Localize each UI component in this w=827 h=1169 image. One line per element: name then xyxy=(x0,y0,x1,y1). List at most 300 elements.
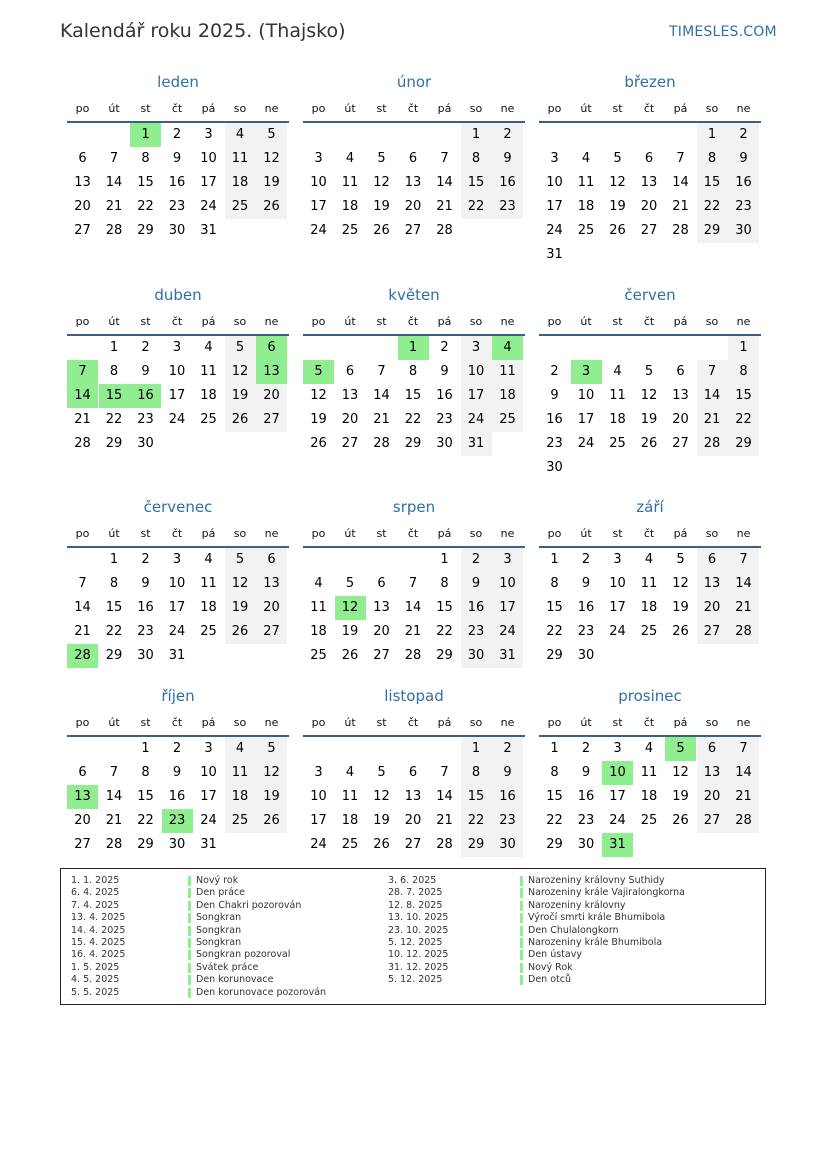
weekday-label: po xyxy=(547,315,562,328)
day-cell: 11 xyxy=(310,600,327,615)
day-cell: 25 xyxy=(577,223,595,238)
day-cell: 5 xyxy=(377,765,386,780)
weekday-label: čt xyxy=(171,527,183,540)
day-cell: 9 xyxy=(728,147,759,171)
legend-holiday-name: Den otců xyxy=(520,974,685,986)
day-cell: 14 xyxy=(404,600,422,615)
day-cell: 16 xyxy=(546,412,563,427)
weekday-label: út xyxy=(580,102,592,115)
day-cell: 27 xyxy=(74,223,91,238)
day-cell: 21 xyxy=(105,199,123,214)
day-cell: 2 xyxy=(172,741,182,756)
legend-date: 13. 4. 2025 xyxy=(71,912,126,924)
weekday-label: so xyxy=(233,527,247,540)
day-cell: 6 xyxy=(697,548,728,572)
day-cell: 19 xyxy=(225,596,256,620)
day-cell: 18 xyxy=(640,600,658,615)
day-cell: 8 xyxy=(109,576,119,591)
day-cell: 14 xyxy=(436,789,453,804)
day-cell: 2 xyxy=(492,123,523,147)
day-cell: 9 xyxy=(550,388,559,403)
day-cell: 19 xyxy=(373,199,390,214)
weekday-label: út xyxy=(580,716,592,729)
legend-date: 15. 4. 2025 xyxy=(71,936,126,948)
day-cell: 25 xyxy=(200,624,217,639)
day-cell: 8 xyxy=(141,765,150,780)
weekday-label: út xyxy=(108,527,120,540)
day-cell: 26 xyxy=(341,648,359,663)
day-cell: 10 xyxy=(310,789,327,804)
legend-holiday-name: Den práce xyxy=(188,887,326,899)
holiday-day-cell: 14 xyxy=(67,384,98,408)
day-cell: 19 xyxy=(609,199,626,214)
day-cell: 19 xyxy=(256,171,287,195)
day-cell: 21 xyxy=(728,596,759,620)
weekday-label: st xyxy=(376,716,387,729)
day-cell: 4 xyxy=(204,552,213,567)
day-cell: 11 xyxy=(492,360,523,384)
legend-holiday-name: Narozeniny krále Vajiralongkorna xyxy=(520,887,685,899)
day-cell: 23 xyxy=(492,195,523,219)
day-cell: 9 xyxy=(172,151,182,166)
day-cell: 21 xyxy=(74,412,91,427)
day-cell: 16 xyxy=(492,785,523,809)
weekday-label: po xyxy=(311,315,326,328)
legend-holiday-name: Narozeniny královny Suthidy xyxy=(520,875,685,887)
weekday-label: so xyxy=(469,716,483,729)
day-cell: 20 xyxy=(74,813,91,828)
weekday-label: čt xyxy=(643,716,655,729)
day-cell: 11 xyxy=(341,175,359,190)
holiday-day-cell: 16 xyxy=(130,384,161,408)
legend-date: 16. 4. 2025 xyxy=(71,949,126,961)
weekday-label: so xyxy=(705,716,719,729)
day-cell: 15 xyxy=(105,600,123,615)
day-cell: 26 xyxy=(640,436,658,451)
day-cell: 27 xyxy=(256,408,287,432)
month-name: prosinec xyxy=(618,687,682,705)
day-cell: 28 xyxy=(728,809,759,833)
day-cell: 16 xyxy=(728,171,759,195)
day-cell: 22 xyxy=(461,809,492,833)
day-cell: 16 xyxy=(577,600,595,615)
day-cell: 27 xyxy=(373,648,390,663)
weekday-label: st xyxy=(140,102,151,115)
month-name: květen xyxy=(388,286,440,304)
day-cell: 31 xyxy=(168,648,186,663)
weekday-header xyxy=(303,102,525,120)
day-cell: 27 xyxy=(404,837,422,852)
day-cell: 26 xyxy=(672,624,689,639)
day-cell: 24 xyxy=(168,624,186,639)
legend-names-column-2 xyxy=(520,875,685,987)
day-cell: 30 xyxy=(436,436,453,451)
weekday-label: ne xyxy=(500,527,515,540)
day-cell: 2 xyxy=(461,548,492,572)
day-cell: 7 xyxy=(109,765,119,780)
holiday-day-cell: 12 xyxy=(335,596,366,620)
weekday-label: st xyxy=(612,527,623,540)
day-cell: 2 xyxy=(172,127,182,142)
day-cell: 20 xyxy=(74,199,91,214)
weekday-label: po xyxy=(311,102,326,115)
month-name: leden xyxy=(157,73,199,91)
day-cell: 5 xyxy=(345,576,355,591)
day-cell: 9 xyxy=(141,364,150,379)
day-cell: 18 xyxy=(609,412,626,427)
weekday-label: ne xyxy=(500,315,515,328)
legend-date: 6. 4. 2025 xyxy=(71,887,120,899)
weekday-label: so xyxy=(705,527,719,540)
day-cell: 27 xyxy=(697,809,728,833)
legend-holiday-name: Den Chakri pozorován xyxy=(188,900,326,912)
day-cell: 27 xyxy=(640,223,658,238)
day-cell: 15 xyxy=(436,600,453,615)
weekday-label: st xyxy=(612,716,623,729)
day-cell: 5 xyxy=(676,552,685,567)
holiday-day-cell: 7 xyxy=(67,360,98,384)
legend-date: 13. 10. 2025 xyxy=(388,912,449,924)
day-cell: 26 xyxy=(672,813,689,828)
day-cell: 23 xyxy=(137,412,154,427)
legend-date: 7. 4. 2025 xyxy=(71,899,120,911)
weekday-label: so xyxy=(705,102,719,115)
day-cell: 2 xyxy=(492,737,523,761)
day-cell: 25 xyxy=(640,813,658,828)
day-cell: 3 xyxy=(613,552,622,567)
weekday-header xyxy=(303,527,525,545)
weekday-label: pá xyxy=(437,315,452,328)
day-cell: 24 xyxy=(609,813,626,828)
day-cell: 14 xyxy=(697,384,728,408)
day-cell: 11 xyxy=(640,765,658,780)
month-name: červenec xyxy=(143,498,213,516)
weekday-label: čt xyxy=(643,102,655,115)
day-cell: 3 xyxy=(204,127,213,142)
day-cell: 18 xyxy=(225,171,256,195)
legend-date: 5. 5. 2025 xyxy=(71,986,120,998)
day-cell: 6 xyxy=(78,151,87,166)
day-cell: 2 xyxy=(141,552,150,567)
day-cell: 13 xyxy=(74,175,91,190)
day-cell: 15 xyxy=(137,175,154,190)
day-cell: 4 xyxy=(314,576,323,591)
weekday-label: čt xyxy=(407,716,419,729)
day-cell: 3 xyxy=(204,741,213,756)
legend-date: 12. 8. 2025 xyxy=(388,899,443,911)
month-name: březen xyxy=(624,73,676,91)
day-cell: 22 xyxy=(137,199,154,214)
day-cell: 30 xyxy=(728,219,759,243)
weekday-label: so xyxy=(469,102,483,115)
day-cell: 18 xyxy=(577,199,595,214)
day-cell: 15 xyxy=(546,789,563,804)
weekday-label: po xyxy=(547,527,562,540)
day-cell: 12 xyxy=(225,360,256,384)
day-cell: 15 xyxy=(461,785,492,809)
weekday-label: st xyxy=(376,315,387,328)
day-cell: 25 xyxy=(225,809,256,833)
weekday-header xyxy=(67,102,289,120)
day-cell: 23 xyxy=(168,199,186,214)
day-cell: 20 xyxy=(404,813,422,828)
day-cell: 29 xyxy=(697,219,728,243)
weekday-label: st xyxy=(376,102,387,115)
day-cell: 8 xyxy=(461,147,492,171)
day-cell: 26 xyxy=(373,223,390,238)
legend-holiday-name: Nový Rok xyxy=(520,962,685,974)
day-cell: 2 xyxy=(581,741,591,756)
legend-holiday-name: Den korunovace xyxy=(188,974,326,986)
day-cell: 18 xyxy=(341,199,359,214)
weekday-label: ne xyxy=(264,315,279,328)
day-cell: 19 xyxy=(373,813,390,828)
day-cell: 29 xyxy=(404,436,422,451)
day-cell: 17 xyxy=(546,199,563,214)
day-cell: 17 xyxy=(168,388,186,403)
day-cell: 7 xyxy=(78,576,87,591)
day-cell: 25 xyxy=(492,408,523,432)
day-cell: 11 xyxy=(225,147,256,171)
day-cell: 12 xyxy=(373,175,390,190)
day-cell: 23 xyxy=(577,813,595,828)
day-cell: 23 xyxy=(137,624,154,639)
weekday-label: út xyxy=(344,315,356,328)
weekday-label: so xyxy=(469,315,483,328)
weekday-label: ne xyxy=(500,102,515,115)
weekday-label: so xyxy=(233,716,247,729)
day-cell: 3 xyxy=(613,741,622,756)
legend-date: 23. 10. 2025 xyxy=(388,924,449,936)
day-cell: 28 xyxy=(74,436,91,451)
day-cell: 18 xyxy=(200,600,217,615)
holiday-day-cell: 1 xyxy=(398,336,429,360)
holiday-day-cell: 23 xyxy=(162,809,193,833)
day-cell: 28 xyxy=(672,223,689,238)
day-cell: 26 xyxy=(310,436,327,451)
day-cell: 13 xyxy=(341,388,359,403)
day-cell: 19 xyxy=(310,412,327,427)
weekday-label: pá xyxy=(673,527,688,540)
day-cell: 4 xyxy=(613,364,622,379)
day-cell: 11 xyxy=(341,789,359,804)
day-cell: 20 xyxy=(341,412,359,427)
day-cell: 13 xyxy=(404,175,422,190)
day-cell: 15 xyxy=(697,171,728,195)
day-cell: 27 xyxy=(697,620,728,644)
day-cell: 11 xyxy=(200,364,217,379)
legend-holiday-name: Narozeniny královny xyxy=(520,900,685,912)
day-cell: 20 xyxy=(640,199,658,214)
day-cell: 22 xyxy=(461,195,492,219)
day-cell: 20 xyxy=(697,596,728,620)
weekday-label: čt xyxy=(171,102,183,115)
day-cell: 19 xyxy=(672,789,689,804)
weekday-label: pá xyxy=(201,716,216,729)
weekday-header xyxy=(67,716,289,734)
day-cell: 4 xyxy=(644,552,654,567)
day-cell: 31 xyxy=(200,223,217,238)
day-cell: 9 xyxy=(581,765,591,780)
legend-date: 1. 1. 2025 xyxy=(71,875,120,886)
legend-date: 4. 5. 2025 xyxy=(71,974,120,986)
day-cell: 5 xyxy=(256,737,287,761)
day-cell: 16 xyxy=(137,600,154,615)
weekday-header xyxy=(539,716,761,734)
day-cell: 2 xyxy=(581,552,591,567)
day-cell: 31 xyxy=(492,644,523,668)
day-cell: 8 xyxy=(408,364,418,379)
weekday-header xyxy=(67,527,289,545)
day-cell: 22 xyxy=(137,813,154,828)
day-cell: 29 xyxy=(728,432,759,456)
day-cell: 1 xyxy=(550,552,559,567)
day-cell: 27 xyxy=(404,223,422,238)
day-cell: 13 xyxy=(672,388,689,403)
day-cell: 18 xyxy=(200,388,217,403)
weekday-label: po xyxy=(75,716,90,729)
day-cell: 17 xyxy=(200,175,217,190)
day-cell: 14 xyxy=(105,175,123,190)
day-cell: 22 xyxy=(404,412,422,427)
day-cell: 12 xyxy=(256,147,287,171)
day-cell: 9 xyxy=(581,576,591,591)
day-cell: 14 xyxy=(436,175,453,190)
day-cell: 10 xyxy=(461,360,492,384)
weekday-label: st xyxy=(376,527,387,540)
day-cell: 31 xyxy=(200,837,217,852)
day-cell: 3 xyxy=(461,336,492,360)
day-cell: 10 xyxy=(168,576,186,591)
day-cell: 21 xyxy=(672,199,689,214)
day-cell: 9 xyxy=(141,576,150,591)
weekday-label: čt xyxy=(407,102,419,115)
weekday-label: út xyxy=(344,716,356,729)
day-cell: 5 xyxy=(225,336,256,360)
day-cell: 7 xyxy=(728,737,759,761)
day-cell: 10 xyxy=(577,388,595,403)
day-cell: 8 xyxy=(461,761,492,785)
legend-date: 10. 12. 2025 xyxy=(388,949,449,961)
day-cell: 10 xyxy=(609,576,626,591)
day-cell: 3 xyxy=(314,765,323,780)
holiday-day-cell: 31 xyxy=(602,833,633,857)
brand-link[interactable]: TIMESLES.COM xyxy=(669,24,777,40)
day-cell: 10 xyxy=(492,572,523,596)
day-cell: 16 xyxy=(168,175,186,190)
day-cell: 27 xyxy=(74,837,91,852)
legend-date: 5. 12. 2025 xyxy=(388,936,443,948)
day-cell: 28 xyxy=(436,223,453,238)
weekday-label: čt xyxy=(407,315,419,328)
day-cell: 2 xyxy=(550,364,559,379)
day-cell: 25 xyxy=(200,412,217,427)
day-cell: 6 xyxy=(644,151,654,166)
weekday-label: so xyxy=(233,315,247,328)
day-cell: 28 xyxy=(373,436,390,451)
day-cell: 22 xyxy=(546,813,563,828)
day-cell: 22 xyxy=(436,624,453,639)
month-name: srpen xyxy=(392,498,436,516)
day-cell: 17 xyxy=(577,412,595,427)
day-cell: 28 xyxy=(404,648,422,663)
day-cell: 6 xyxy=(377,576,386,591)
weekday-label: ne xyxy=(264,102,279,115)
day-cell: 29 xyxy=(461,833,492,857)
legend-date: 1. 5. 2025 xyxy=(71,961,120,973)
weekday-label: po xyxy=(75,527,90,540)
day-cell: 14 xyxy=(728,761,759,785)
day-cell: 21 xyxy=(404,624,422,639)
legend-holiday-name: Den Chulalongkorn xyxy=(520,925,685,937)
legend-holiday-name: Narozeniny krále Bhumibola xyxy=(520,937,685,949)
day-cell: 17 xyxy=(168,600,186,615)
day-cell: 12 xyxy=(672,765,689,780)
weekday-label: so xyxy=(469,527,483,540)
day-cell: 23 xyxy=(546,436,563,451)
month-name: září xyxy=(636,498,664,516)
weekday-header xyxy=(539,315,761,333)
day-cell: 29 xyxy=(105,648,123,663)
weekday-label: st xyxy=(140,716,151,729)
day-cell: 5 xyxy=(613,151,622,166)
day-cell: 30 xyxy=(546,460,563,475)
weekday-label: so xyxy=(233,102,247,115)
day-cell: 30 xyxy=(577,648,595,663)
weekday-label: ne xyxy=(736,716,751,729)
day-cell: 9 xyxy=(492,761,523,785)
day-cell: 31 xyxy=(461,432,492,456)
weekday-label: po xyxy=(311,716,326,729)
legend-holiday-name: Svátek práce xyxy=(188,962,326,974)
weekday-label: pá xyxy=(201,315,216,328)
day-cell: 18 xyxy=(225,785,256,809)
day-cell: 29 xyxy=(546,837,563,852)
weekday-label: st xyxy=(140,527,151,540)
day-cell: 12 xyxy=(225,572,256,596)
day-cell: 25 xyxy=(609,436,626,451)
day-cell: 30 xyxy=(137,436,154,451)
day-cell: 1 xyxy=(461,737,492,761)
day-cell: 20 xyxy=(373,624,390,639)
legend-date: 5. 12. 2025 xyxy=(388,974,443,986)
day-cell: 8 xyxy=(697,147,728,171)
day-cell: 3 xyxy=(492,548,523,572)
day-cell: 24 xyxy=(546,223,563,238)
day-cell: 1 xyxy=(109,340,119,355)
day-cell: 21 xyxy=(105,813,123,828)
legend-dates-column-1 xyxy=(71,875,125,999)
day-cell: 23 xyxy=(461,620,492,644)
day-cell: 12 xyxy=(373,789,390,804)
day-cell: 24 xyxy=(200,199,217,214)
day-cell: 29 xyxy=(137,223,154,238)
day-cell: 31 xyxy=(546,247,563,262)
weekday-header xyxy=(539,102,761,120)
day-cell: 30 xyxy=(492,833,523,857)
day-cell: 4 xyxy=(225,123,256,147)
weekday-header xyxy=(303,716,525,734)
weekday-label: út xyxy=(344,102,356,115)
day-cell: 21 xyxy=(697,408,728,432)
weekday-label: po xyxy=(75,315,90,328)
weekday-label: ne xyxy=(500,716,515,729)
day-cell: 3 xyxy=(314,151,323,166)
day-cell: 21 xyxy=(373,412,390,427)
day-cell: 27 xyxy=(256,620,287,644)
day-cell: 7 xyxy=(728,548,759,572)
day-cell: 3 xyxy=(172,340,182,355)
